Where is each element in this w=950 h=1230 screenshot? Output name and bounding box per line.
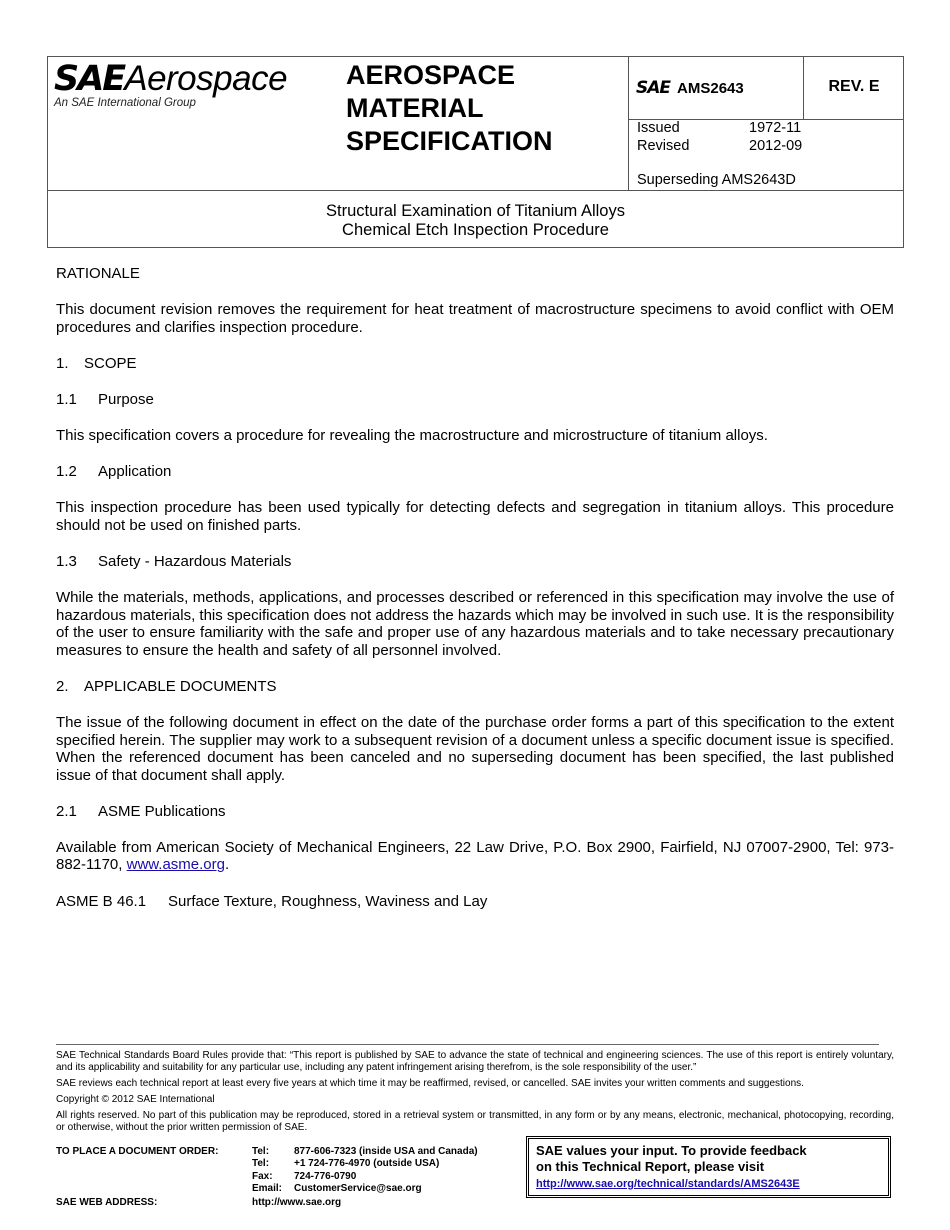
document-subtitle <box>48 202 903 240</box>
section-1-1-text: This specification covers a procedure for revealing the macrostructure and microstructure of titanium alloys. <box>56 426 768 444</box>
sae-mark-icon: SAE <box>636 78 671 98</box>
document-number <box>636 78 744 98</box>
section-1-3-heading: 1.3 Safety - Hazardous Materials <box>56 552 292 570</box>
title-line-2: MATERIAL <box>346 93 484 123</box>
divider <box>628 57 629 190</box>
issued-date: 1972-11 <box>749 120 802 136</box>
feedback-link[interactable]: http://www.sae.org/technical/standards/AMS2643E <box>536 1178 800 1190</box>
document-body <box>56 265 894 910</box>
web-address-label: SAE WEB ADDRESS: <box>56 1197 158 1208</box>
section-1-heading: 1. SCOPE <box>56 354 137 372</box>
issued-label: Issued <box>637 120 680 136</box>
feedback-box <box>526 1136 891 1198</box>
reference-id: ASME B 46.1 <box>56 892 147 910</box>
section-2-1-text: Available from American Society of Mechanical Engineers, 22 Law Drive, P.O. Box 2900, Fairfield, NJ 07007-2900, Tel: 973-882-1170, www.asme.org. <box>56 838 894 874</box>
rationale-text: This document revision removes the requirement for heat treatment of macrostructure specimens to avoid conflict with OEM procedures and clarifies inspection procedure. <box>56 301 894 336</box>
logo-sae-text: SAE <box>54 59 125 99</box>
sae-aerospace-logo <box>48 57 338 190</box>
rationale-heading: RATIONALE <box>56 265 140 282</box>
section-1-1-heading: 1.1 Purpose <box>56 390 154 408</box>
section-2-1-heading: 2.1 ASME Publications <box>56 802 226 820</box>
subtitle-line-2: Chemical Etch Inspection Procedure <box>342 221 609 239</box>
section-2-heading: 2. APPLICABLE DOCUMENTS <box>56 677 277 695</box>
reference-entry <box>56 893 894 911</box>
section-1-2-heading: 1.2 Application <box>56 463 172 481</box>
header-table <box>47 56 904 248</box>
superseding-note: Superseding AMS2643D <box>637 172 796 188</box>
spec-title <box>346 57 628 190</box>
feedback-line-1: SAE values your input. To provide feedback <box>536 1143 807 1158</box>
web-address-url[interactable]: http://www.sae.org <box>252 1197 342 1208</box>
document-number-text: AMS2643 <box>677 79 744 97</box>
logo-aerospace-text: Aerospace <box>124 59 288 98</box>
divider <box>48 190 904 191</box>
contact-email[interactable]: CustomerService@sae.org <box>294 1182 422 1194</box>
revision-label: REV. E <box>828 78 880 95</box>
section-1-2-text: This inspection procedure has been used typically for detecting defects and segregation in titanium alloys. This procedure should not be used on finished parts. <box>56 499 894 534</box>
footer-review-text: SAE reviews each technical report at least every five years at which time it may be reaffirmed, revised, or cancelled. SAE invites your written comments and suggestions. <box>56 1078 804 1089</box>
date-block <box>637 119 802 155</box>
web-address <box>56 1197 342 1208</box>
order-label: TO PLACE A DOCUMENT ORDER: <box>56 1146 219 1157</box>
feedback-line-2: on this Technical Report, please visit <box>536 1159 765 1174</box>
section-1-3-text: While the materials, methods, applications, and processes described or referenced in this specification may involve the use of hazardous materials, this specification does not address the hazards which may be involved in such use. It is the responsibility of the user to ensure familiarity with the safe and proper use of any hazardous materials and to take necessary precautionary measures to ensure the health and safety of all personnel involved. <box>56 588 894 659</box>
asme-link[interactable]: www.asme.org <box>126 856 225 874</box>
revised-label: Revised <box>637 138 690 154</box>
subtitle-line-1: Structural Examination of Titanium Alloys <box>326 202 625 220</box>
contact-labels: Tel: Tel: Fax: Email: <box>252 1146 283 1194</box>
revised-date: 2012-09 <box>749 138 803 154</box>
reference-title: Surface Texture, Roughness, Waviness and Lay <box>168 892 488 910</box>
footer-rules-text: SAE Technical Standards Board Rules provide that: “This report is published by SAE to advance the state of technical and engineering sciences. The use of this report is entirely voluntary, and its applicability and suitability for any particular use, including any patent infringement arising therefrom, is the sole responsibility of the user.” <box>56 1050 894 1073</box>
logo-subtitle: An SAE International Group <box>54 97 196 109</box>
footer-notices <box>56 1050 894 1138</box>
footer-copyright: Copyright © 2012 SAE International <box>56 1094 215 1105</box>
contact-values: 877-606-7323 (inside USA and Canada) +1 724-776-4970 (outside USA) 724-776-0790 CustomerService@sae.org <box>294 1146 534 1195</box>
title-line-3: SPECIFICATION <box>346 126 553 156</box>
footer-divider <box>56 1044 879 1045</box>
section-2-text: The issue of the following document in effect on the date of the purchase order forms a part of this specification to the extent specified herein. The supplier may work to a subsequent revision of a document unless a specific document issue is specified. When the referenced document has been canceled and no superseding document has been specified, the last published issue of that document shall apply. <box>56 713 894 784</box>
title-line-1: AEROSPACE <box>346 60 516 90</box>
footer-rights-text: All rights reserved. No part of this publication may be reproduced, stored in a retrieval system or transmitted, in any form or by any means, electronic, mechanical, photocopying, recording, or otherwise, without the prior written permission of SAE. <box>56 1110 894 1133</box>
